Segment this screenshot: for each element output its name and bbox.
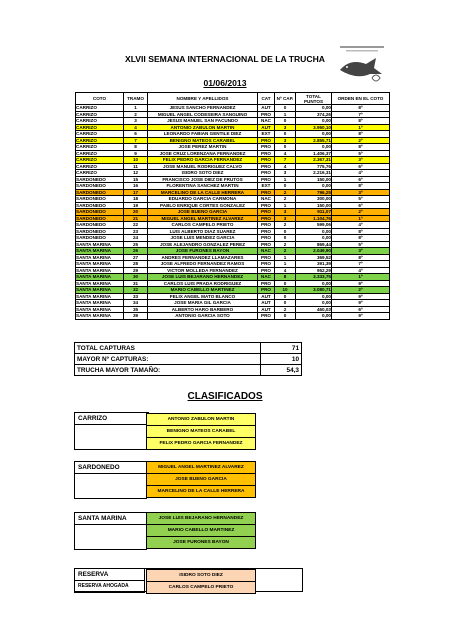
points-cell: 2.855,71 bbox=[296, 137, 332, 144]
column-header-capturas: Nº CAP. bbox=[275, 93, 296, 105]
captures-cell: 0 bbox=[275, 313, 296, 320]
coto-cell: SANTA MARINA bbox=[76, 287, 124, 294]
name-cell: MIGUEL ANGEL CODESEIRA SANGUINO bbox=[148, 111, 258, 118]
coto-cell: SANTA MARINA bbox=[76, 280, 124, 287]
tramo-cell: 30 bbox=[124, 274, 148, 281]
name-cell: LEONARDO FABIAN GENTILE DIEZ bbox=[148, 131, 258, 138]
coto-cell: CARRIZO bbox=[76, 105, 124, 112]
category-cell: PRO bbox=[258, 261, 275, 268]
points-cell: 0,00 bbox=[296, 131, 332, 138]
captures-cell: 0 bbox=[275, 144, 296, 151]
rank-cell: 8º bbox=[332, 254, 390, 261]
name-cell: CARLOS LUIS PRADA RODRIGUEZ bbox=[148, 280, 258, 287]
rank-cell: 4º bbox=[332, 222, 390, 229]
stats-table bbox=[74, 342, 302, 376]
qualified-name: JOSE FURONES BAYON bbox=[146, 536, 256, 549]
rank-cell: 9º bbox=[332, 293, 390, 300]
qualified-name: MARIO CABELLO MARTINEZ bbox=[146, 524, 256, 537]
points-cell: 460,03 bbox=[296, 306, 332, 313]
rank-cell: 8º bbox=[332, 131, 390, 138]
tramo-cell: 18 bbox=[124, 196, 148, 203]
rank-cell: 2º bbox=[332, 287, 390, 294]
rank-cell: 8º bbox=[332, 228, 390, 235]
category-cell: PRO bbox=[258, 254, 275, 261]
name-cell: FELIX PEDRO GARCIA FERNANDEZ bbox=[148, 157, 258, 164]
rank-cell: 6º bbox=[332, 163, 390, 170]
name-cell: JOSE PEREZ MARTIN bbox=[148, 144, 258, 151]
category-cell: AUT bbox=[258, 105, 275, 112]
coto-cell: SANTA MARINA bbox=[76, 293, 124, 300]
tramo-cell: 26 bbox=[124, 248, 148, 255]
name-cell: MIGUEL ANGEL MARTINEZ ALVAREZ bbox=[148, 215, 258, 222]
captures-cell: 3 bbox=[275, 124, 296, 131]
coto-cell: SANTA MARINA bbox=[76, 306, 124, 313]
name-cell: JOSE LUIS MENDEZ GARCIA bbox=[148, 235, 258, 242]
name-cell: CARLOS CAMPELO PRIETO bbox=[148, 222, 258, 229]
group-frame-carrizo bbox=[74, 424, 147, 450]
reserve-label: RESERVA bbox=[74, 568, 145, 581]
qualified-name: MIGUEL ANGEL MARTINEZ ALVAREZ bbox=[146, 461, 256, 474]
captures-cell: 7 bbox=[275, 157, 296, 164]
tramo-cell: 35 bbox=[124, 306, 148, 313]
category-cell: PRO bbox=[258, 202, 275, 209]
captures-cell: 4 bbox=[275, 163, 296, 170]
points-cell: 0,00 bbox=[296, 144, 332, 151]
captures-cell: 8 bbox=[275, 274, 296, 281]
reserve-drowned-name: CARLOS CAMPELO PRIETO bbox=[146, 581, 256, 594]
name-cell: JOSE FURONES BAYON bbox=[148, 248, 258, 255]
coto-cell: CARRIZO bbox=[76, 111, 124, 118]
points-cell: 300,00 bbox=[296, 196, 332, 203]
name-cell: BENIGNO MATEOS CARABEL bbox=[148, 137, 258, 144]
coto-cell: SANTA MARINA bbox=[76, 274, 124, 281]
name-cell: FLORENTINA SANCHEZ MARTIN bbox=[148, 183, 258, 190]
category-cell: AUT bbox=[258, 300, 275, 307]
tramo-cell: 31 bbox=[124, 280, 148, 287]
tramo-cell: 25 bbox=[124, 241, 148, 248]
category-cell: EXT bbox=[258, 131, 275, 138]
points-cell: 2.367,31 bbox=[296, 157, 332, 164]
points-cell: 2.216,31 bbox=[296, 170, 332, 177]
coto-cell: SARDONEDO bbox=[76, 176, 124, 183]
category-cell: PRO bbox=[258, 280, 275, 287]
reserve-drowned-label: RESERVA AHOGADA bbox=[74, 580, 145, 593]
captures-cell: 2 bbox=[275, 248, 296, 255]
rank-cell: 3º bbox=[332, 189, 390, 196]
coto-cell: CARRIZO bbox=[76, 131, 124, 138]
name-cell: VICTOR MOLLEDA FERNANDEZ bbox=[148, 267, 258, 274]
stat-value: 71 bbox=[261, 343, 302, 354]
results-body bbox=[76, 105, 390, 320]
rank-cell: 6º bbox=[332, 306, 390, 313]
group-label-sardonedo: SARDONEDO bbox=[74, 461, 149, 474]
reserve-name: ISIDRO SOTO DIEZ bbox=[146, 569, 256, 582]
tramo-cell: 39 bbox=[124, 313, 148, 320]
points-cell: 599,06 bbox=[296, 222, 332, 229]
coto-cell: CARRIZO bbox=[76, 144, 124, 151]
name-cell: ANDRES FERNANDEZ LLAMAZARES bbox=[148, 254, 258, 261]
tramo-cell: 32 bbox=[124, 287, 148, 294]
tramo-cell: 20 bbox=[124, 209, 148, 216]
category-cell: PRO bbox=[258, 170, 275, 177]
coto-cell: SARDONEDO bbox=[76, 215, 124, 222]
captures-cell: 1 bbox=[275, 202, 296, 209]
category-cell: PRO bbox=[258, 215, 275, 222]
captures-cell: 0 bbox=[275, 118, 296, 125]
name-cell: JESUS SANCHO FERNANDEZ bbox=[148, 105, 258, 112]
points-cell: 0,00 bbox=[296, 235, 332, 242]
category-cell: AUT bbox=[258, 306, 275, 313]
qualified-name: BENIGNO MATEOS CARABEL bbox=[146, 425, 256, 438]
points-cell: 0,00 bbox=[296, 300, 332, 307]
tramo-cell: 27 bbox=[124, 254, 148, 261]
name-cell: JOSE MANUEL RODRIGUEZ CALVO bbox=[148, 163, 258, 170]
stat-row bbox=[75, 354, 302, 365]
coto-cell: SANTA MARINA bbox=[76, 261, 124, 268]
coto-cell: SARDONEDO bbox=[76, 202, 124, 209]
coto-cell: SARDONEDO bbox=[76, 222, 124, 229]
name-cell: MARIO CABELLO MARTINEZ bbox=[148, 287, 258, 294]
column-header-tramo: TRAMO bbox=[124, 93, 148, 105]
tramo-cell: 34 bbox=[124, 300, 148, 307]
captures-cell: 2 bbox=[275, 222, 296, 229]
rank-cell: 9º bbox=[332, 280, 390, 287]
category-cell: AUT bbox=[258, 293, 275, 300]
name-cell: ANTONIO GARCIA SOTO bbox=[148, 313, 258, 320]
tramo-cell: 33 bbox=[124, 293, 148, 300]
trout-fish-logo-icon bbox=[336, 44, 388, 86]
tramo-cell: 1 bbox=[124, 105, 148, 112]
points-cell: 0,00 bbox=[296, 293, 332, 300]
points-cell: 0,00 bbox=[296, 228, 332, 235]
points-cell: 869,44 bbox=[296, 241, 332, 248]
rank-cell: 7º bbox=[332, 261, 390, 268]
category-cell: PRO bbox=[258, 157, 275, 164]
captures-cell: 1 bbox=[275, 261, 296, 268]
points-cell: 3.080,71 bbox=[296, 287, 332, 294]
qualified-name: MARCELINO DE LA CALLE HERRERA bbox=[146, 485, 256, 498]
category-cell: PRO bbox=[258, 209, 275, 216]
captures-cell: 3 bbox=[275, 215, 296, 222]
tramo-cell: 11 bbox=[124, 163, 148, 170]
stat-value: 54,3 bbox=[261, 365, 302, 376]
category-cell: PRO bbox=[258, 150, 275, 157]
captures-cell: 0 bbox=[275, 228, 296, 235]
stat-value: 10 bbox=[261, 354, 302, 365]
name-cell: PABLO ENRIQUE CORTES GONZALEZ bbox=[148, 202, 258, 209]
points-cell: 911,07 bbox=[296, 209, 332, 216]
points-cell: 1.104,76 bbox=[296, 215, 332, 222]
captures-cell: 1 bbox=[275, 254, 296, 261]
captures-cell: 1 bbox=[275, 111, 296, 118]
rank-cell: 2º bbox=[332, 209, 390, 216]
category-cell: NAC bbox=[258, 248, 275, 255]
group-label-santa-marina: SANTA MARINA bbox=[74, 512, 149, 525]
group-label-carrizo: CARRIZO bbox=[74, 412, 149, 425]
tramo-cell: 28 bbox=[124, 261, 148, 268]
tramo-cell: 12 bbox=[124, 170, 148, 177]
name-cell: JOSE MARIA GIL GARCIA bbox=[148, 300, 258, 307]
rank-cell: 8º bbox=[332, 118, 390, 125]
coto-cell: SANTA MARINA bbox=[76, 241, 124, 248]
rank-cell: 8º bbox=[332, 144, 390, 151]
rank-cell: 4º bbox=[332, 267, 390, 274]
points-cell: 2.049,90 bbox=[296, 248, 332, 255]
points-cell: 0,00 bbox=[296, 313, 332, 320]
captures-cell: 3 bbox=[275, 170, 296, 177]
category-cell: PRO bbox=[258, 189, 275, 196]
rank-cell: 5º bbox=[332, 150, 390, 157]
points-cell: 0,00 bbox=[296, 280, 332, 287]
name-cell: JOSE LUIS BEJARANO HERNANDEZ bbox=[148, 274, 258, 281]
coto-cell: SARDONEDO bbox=[76, 196, 124, 203]
column-header-cat: CAT bbox=[258, 93, 275, 105]
column-header-nombre: NOMBRE Y APELLIDOS bbox=[148, 93, 258, 105]
captures-cell: 3 bbox=[275, 209, 296, 216]
coto-cell: CARRIZO bbox=[76, 163, 124, 170]
table-header-row bbox=[76, 93, 390, 105]
points-cell: 391,39 bbox=[296, 261, 332, 268]
tramo-cell: 29 bbox=[124, 267, 148, 274]
coto-cell: SANTA MARINA bbox=[76, 267, 124, 274]
points-cell: 952,29 bbox=[296, 267, 332, 274]
category-cell: PRO bbox=[258, 267, 275, 274]
rank-cell: 1º bbox=[332, 274, 390, 281]
group-frame-sardonedo bbox=[74, 473, 147, 499]
column-header-coto: COTO bbox=[76, 93, 124, 105]
tramo-cell: 22 bbox=[124, 222, 148, 229]
name-cell: ALBERTO HARO BARBERO bbox=[148, 306, 258, 313]
results-table bbox=[75, 92, 390, 320]
category-cell: PRO bbox=[258, 313, 275, 320]
captures-cell: 2 bbox=[275, 189, 296, 196]
tramo-cell: 24 bbox=[124, 235, 148, 242]
tramo-cell: 16 bbox=[124, 183, 148, 190]
table-row bbox=[76, 313, 390, 320]
category-cell: PRO bbox=[258, 241, 275, 248]
captures-cell: 2 bbox=[275, 241, 296, 248]
coto-cell: SARDONEDO bbox=[76, 189, 124, 196]
category-cell: PRO bbox=[258, 111, 275, 118]
category-cell: AUT bbox=[258, 124, 275, 131]
tramo-cell: 21 bbox=[124, 215, 148, 222]
coto-cell: SARDONEDO bbox=[76, 209, 124, 216]
captures-cell: 0 bbox=[275, 300, 296, 307]
points-cell: 3.950,10 bbox=[296, 124, 332, 131]
category-cell: NAC bbox=[258, 274, 275, 281]
column-header-puntos: TOTAL PUNTOS bbox=[296, 93, 332, 105]
tramo-cell: 17 bbox=[124, 189, 148, 196]
rank-cell: 5º bbox=[332, 241, 390, 248]
competition-date: 01/06/2013 bbox=[203, 78, 247, 88]
coto-cell: CARRIZO bbox=[76, 157, 124, 164]
stat-row bbox=[75, 365, 302, 376]
captures-cell: 2 bbox=[275, 196, 296, 203]
tramo-cell: 3 bbox=[124, 118, 148, 125]
rank-cell: 6º bbox=[332, 176, 390, 183]
name-cell: JOSE ALFREDO FERNANDEZ RAMOS bbox=[148, 261, 258, 268]
rank-cell: 9º bbox=[332, 300, 390, 307]
rank-cell: 5º bbox=[332, 196, 390, 203]
category-cell: PRO bbox=[258, 228, 275, 235]
coto-cell: SANTA MARINA bbox=[76, 313, 124, 320]
captures-cell: 4 bbox=[275, 150, 296, 157]
rank-cell: 2º bbox=[332, 137, 390, 144]
column-header-orden: ORDEN EN EL COTO bbox=[332, 93, 390, 105]
qualified-name: ANTONIO ZABULON MARTIN bbox=[146, 413, 256, 426]
tramo-cell: 7 bbox=[124, 137, 148, 144]
points-cell: 3.333,75 bbox=[296, 274, 332, 281]
tramo-cell: 9 bbox=[124, 150, 148, 157]
name-cell: JOSE ALEJANDRO GONZALEZ PEREZ bbox=[148, 241, 258, 248]
name-cell: ISIDRO SOTO DIEZ bbox=[148, 170, 258, 177]
coto-cell: CARRIZO bbox=[76, 124, 124, 131]
category-cell: PRO bbox=[258, 222, 275, 229]
clasificados-heading: CLASIFICADOS bbox=[187, 391, 263, 402]
name-cell: ANTONIO ZABULON MARTIN bbox=[148, 124, 258, 131]
points-cell: 150,00 bbox=[296, 202, 332, 209]
captures-cell: 3 bbox=[275, 137, 296, 144]
points-cell: 775,76 bbox=[296, 163, 332, 170]
rank-cell: 4º bbox=[332, 170, 390, 177]
captures-cell: 2 bbox=[275, 306, 296, 313]
name-cell: JOSE BUENO GARCIA bbox=[148, 209, 258, 216]
rank-cell: 3º bbox=[332, 248, 390, 255]
coto-cell: CARRIZO bbox=[76, 150, 124, 157]
rank-cell: 6º bbox=[332, 202, 390, 209]
rank-cell: 7º bbox=[332, 111, 390, 118]
category-cell: NAC bbox=[258, 196, 275, 203]
name-cell: FELIX ANGEL MATO BLANCO bbox=[148, 293, 258, 300]
category-cell: PRO bbox=[258, 176, 275, 183]
stat-label: MAYOR Nº CAPTURAS: bbox=[75, 354, 261, 365]
points-cell: 0,00 bbox=[296, 118, 332, 125]
rank-cell: 1º bbox=[332, 124, 390, 131]
rank-cell: 3º bbox=[332, 157, 390, 164]
rank-cell: 8º bbox=[332, 105, 390, 112]
category-cell: PRO bbox=[258, 287, 275, 294]
category-cell: PRO bbox=[258, 144, 275, 151]
coto-cell: SANTA MARINA bbox=[76, 300, 124, 307]
stat-label: TOTAL CAPTURAS bbox=[75, 343, 261, 354]
coto-cell: CARRIZO bbox=[76, 118, 124, 125]
stat-row bbox=[75, 343, 302, 354]
category-cell: EXT bbox=[258, 183, 275, 190]
points-cell: 369,52 bbox=[296, 254, 332, 261]
captures-cell: 0 bbox=[275, 293, 296, 300]
captures-cell: 10 bbox=[275, 287, 296, 294]
captures-cell: 4 bbox=[275, 267, 296, 274]
captures-cell: 1 bbox=[275, 176, 296, 183]
captures-cell: 0 bbox=[275, 131, 296, 138]
name-cell: JESUS MANUEL SAN FACUNDO bbox=[148, 118, 258, 125]
coto-cell: CARRIZO bbox=[76, 170, 124, 177]
name-cell: JOSE CRUZ LORENZANA FERNANDEZ bbox=[148, 150, 258, 157]
page-title: XLVII SEMANA INTERNACIONAL DE LA TRUCHA bbox=[124, 54, 326, 64]
category-cell: PRO bbox=[258, 235, 275, 242]
name-cell: LUIS ALBERTO DIAZ SUAREZ bbox=[148, 228, 258, 235]
rank-cell: 8º bbox=[332, 183, 390, 190]
name-cell: EDUARDO GARCIA CARMONA bbox=[148, 196, 258, 203]
rank-cell: 1º bbox=[332, 215, 390, 222]
captures-cell: 0 bbox=[275, 280, 296, 287]
points-cell: 1.406,37 bbox=[296, 150, 332, 157]
category-cell: PRO bbox=[258, 163, 275, 170]
points-cell: 0,00 bbox=[296, 105, 332, 112]
coto-cell: SARDONEDO bbox=[76, 228, 124, 235]
qualified-name: JOSE BUENO GARCIA bbox=[146, 473, 256, 486]
coto-cell: CARRIZO bbox=[76, 137, 124, 144]
stat-label: TRUCHA MAYOR TAMAÑO: bbox=[75, 365, 261, 376]
captures-cell: 0 bbox=[275, 105, 296, 112]
coto-cell: SARDONEDO bbox=[76, 235, 124, 242]
tramo-cell: 2 bbox=[124, 111, 148, 118]
tramo-cell: 15 bbox=[124, 176, 148, 183]
tramo-cell: 6 bbox=[124, 131, 148, 138]
tramo-cell: 19 bbox=[124, 202, 148, 209]
tramo-cell: 4 bbox=[124, 124, 148, 131]
captures-cell: 0 bbox=[275, 235, 296, 242]
coto-cell: SARDONEDO bbox=[76, 183, 124, 190]
points-cell: 0,00 bbox=[296, 183, 332, 190]
coto-cell: SANTA MARINA bbox=[76, 254, 124, 261]
points-cell: 150,00 bbox=[296, 176, 332, 183]
group-frame-santa-marina bbox=[74, 524, 147, 550]
tramo-cell: 8 bbox=[124, 144, 148, 151]
qualified-name: FELIX PEDRO GARCIA FERNANDEZ bbox=[146, 437, 256, 450]
category-cell: PRO bbox=[258, 137, 275, 144]
category-cell: NAC bbox=[258, 118, 275, 125]
name-cell: FRANCISCO JOSE DIEZ DE FRUTOS bbox=[148, 176, 258, 183]
name-cell: MARCELINO DE LA CALLE HERRERA bbox=[148, 189, 258, 196]
points-cell: 796,25 bbox=[296, 189, 332, 196]
tramo-cell: 10 bbox=[124, 157, 148, 164]
points-cell: 374,26 bbox=[296, 111, 332, 118]
rank-cell: 9º bbox=[332, 313, 390, 320]
tramo-cell: 23 bbox=[124, 228, 148, 235]
qualified-name: JOSE LUIS BEJARANO HERNANDEZ bbox=[146, 512, 256, 525]
rank-cell: 8º bbox=[332, 235, 390, 242]
coto-cell: SANTA MARINA bbox=[76, 248, 124, 255]
captures-cell: 0 bbox=[275, 183, 296, 190]
